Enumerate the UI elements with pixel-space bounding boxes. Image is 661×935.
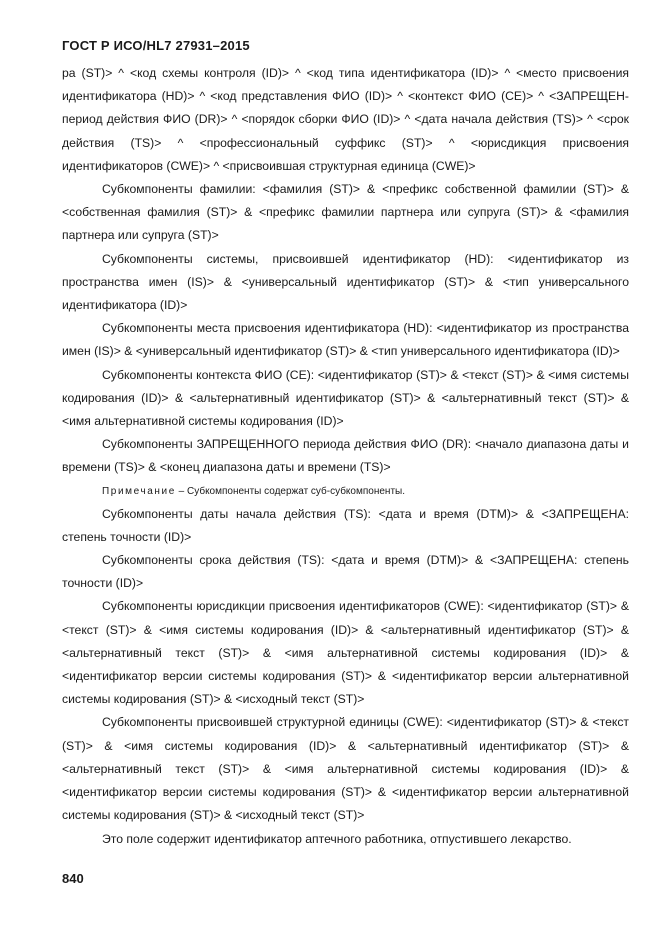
paragraph-name-validity-range-subcomponents: Субкомпоненты ЗАПРЕЩЕННОГО периода действия ФИО (DR): <начало диапазона даты и времени (TS)> & <конец диапазона даты и времени (TS)>: [62, 437, 629, 475]
page-number: 840: [62, 871, 84, 886]
document-header: ГОСТ Р ИСО/HL7 27931–2015: [62, 38, 250, 53]
paragraph-assigning-system-subcomponents: Субкомпоненты системы, присвоившей идентификатор (HD): <идентификатор из пространства имен (IS)> & <универсальный идентификатор (ST)> & <тип универсального идентификатора (ID)>: [62, 251, 629, 313]
paragraph-assigning-jurisdiction-subcomponents: Субкомпоненты юрисдикции присвоения идентификаторов (CWE): <идентификатор (ST)> & <текст (ST)> & <имя системы кодирования (ID)> & <альтернативный идентификатор (ST)> & <альтернативный текст (ST)> & <имя альтернативной системы кодирования (ID)> & <идентификатор версии системы кодирования (ST)> & <идентификатор версии альтернативной системы кодирования (ST)> & <исходный текст (ST)>: [62, 599, 629, 707]
paragraph-name-context-subcomponents: Субкомпоненты контекста ФИО (CE): <идентификатор (ST)> & <текст (ST)> & <имя системы кодирования (ID)> & <альтернативный идентификатор (ST)> & <альтернативный текст (ST)> & <имя альтернативной системы кодирования (ID)>: [62, 367, 629, 429]
paragraph-family-subcomponents: Субкомпоненты фамилии: <фамилия (ST)> & <префикс собственной фамилии (ST)> & <собственная фамилия (ST)> & <префикс фамилии партнера или супруга (ST)> & <фамилия партнера или супруга (ST)>: [62, 182, 629, 243]
paragraph-effective-date-subcomponents: Субкомпоненты даты начала действия (TS): <дата и время (DTM)> & <ЗАПРЕЩЕНА: степень точности (ID)>: [62, 506, 629, 544]
note-label: Примечание: [102, 485, 176, 497]
note-paragraph: [62, 480, 629, 503]
paragraph-field-description: Это поле содержит идентификатор аптечного работника, отпустившего лекарство.: [102, 831, 572, 846]
paragraph-assigning-agency-subcomponents: Субкомпоненты присвоившей структурной единицы (CWE): <идентификатор (ST)> & <текст (ST)> & <имя системы кодирования (ID)> & <альтернативный идентификатор (ST)> & <альтернативный текст (ST)> & <имя альтернативной системы кодирования (ID)> & <идентификатор версии системы кодирования (ST)> & <идентификатор версии альтернативной системы кодирования (ST)> & <исходный текст (ST)>: [62, 715, 629, 823]
paragraph-assignment-place-subcomponents: Субкомпоненты места присвоения идентификатора (HD): <идентификатор из пространства имен (IS)> & <универсальный идентификатор (ST)> & <тип универсального идентификатора (ID)>: [62, 321, 629, 359]
paragraph-expiration-date-subcomponents: Субкомпоненты срока действия (TS): <дата и время (DTM)> & <ЗАПРЕЩЕНА: степень точности (ID)>: [62, 553, 629, 591]
note-text: – Субкомпоненты содержат суб-субкомпоненты.: [175, 485, 405, 497]
paragraph-continuation: ра (ST)> ^ <код схемы контроля (ID)> ^ <код типа идентификатора (ID)> ^ <место присвоения идентификатора (HD)> ^ <код представления ФИО (ID)> ^ <контекст ФИО (CE)> ^ <ЗАПРЕЩЕН-период действия ФИО (DR)> ^ <порядок сборки ФИО (ID)> ^ <дата начала действия (TS)> ^ <срок действия (TS)> ^ <профессиональный суффикс (ST)> ^ <юрисдикция присвоения идентификаторов (CWE)> ^ <присвоившая структурная единица (CWE)>: [62, 66, 629, 173]
document-body: [62, 62, 629, 851]
